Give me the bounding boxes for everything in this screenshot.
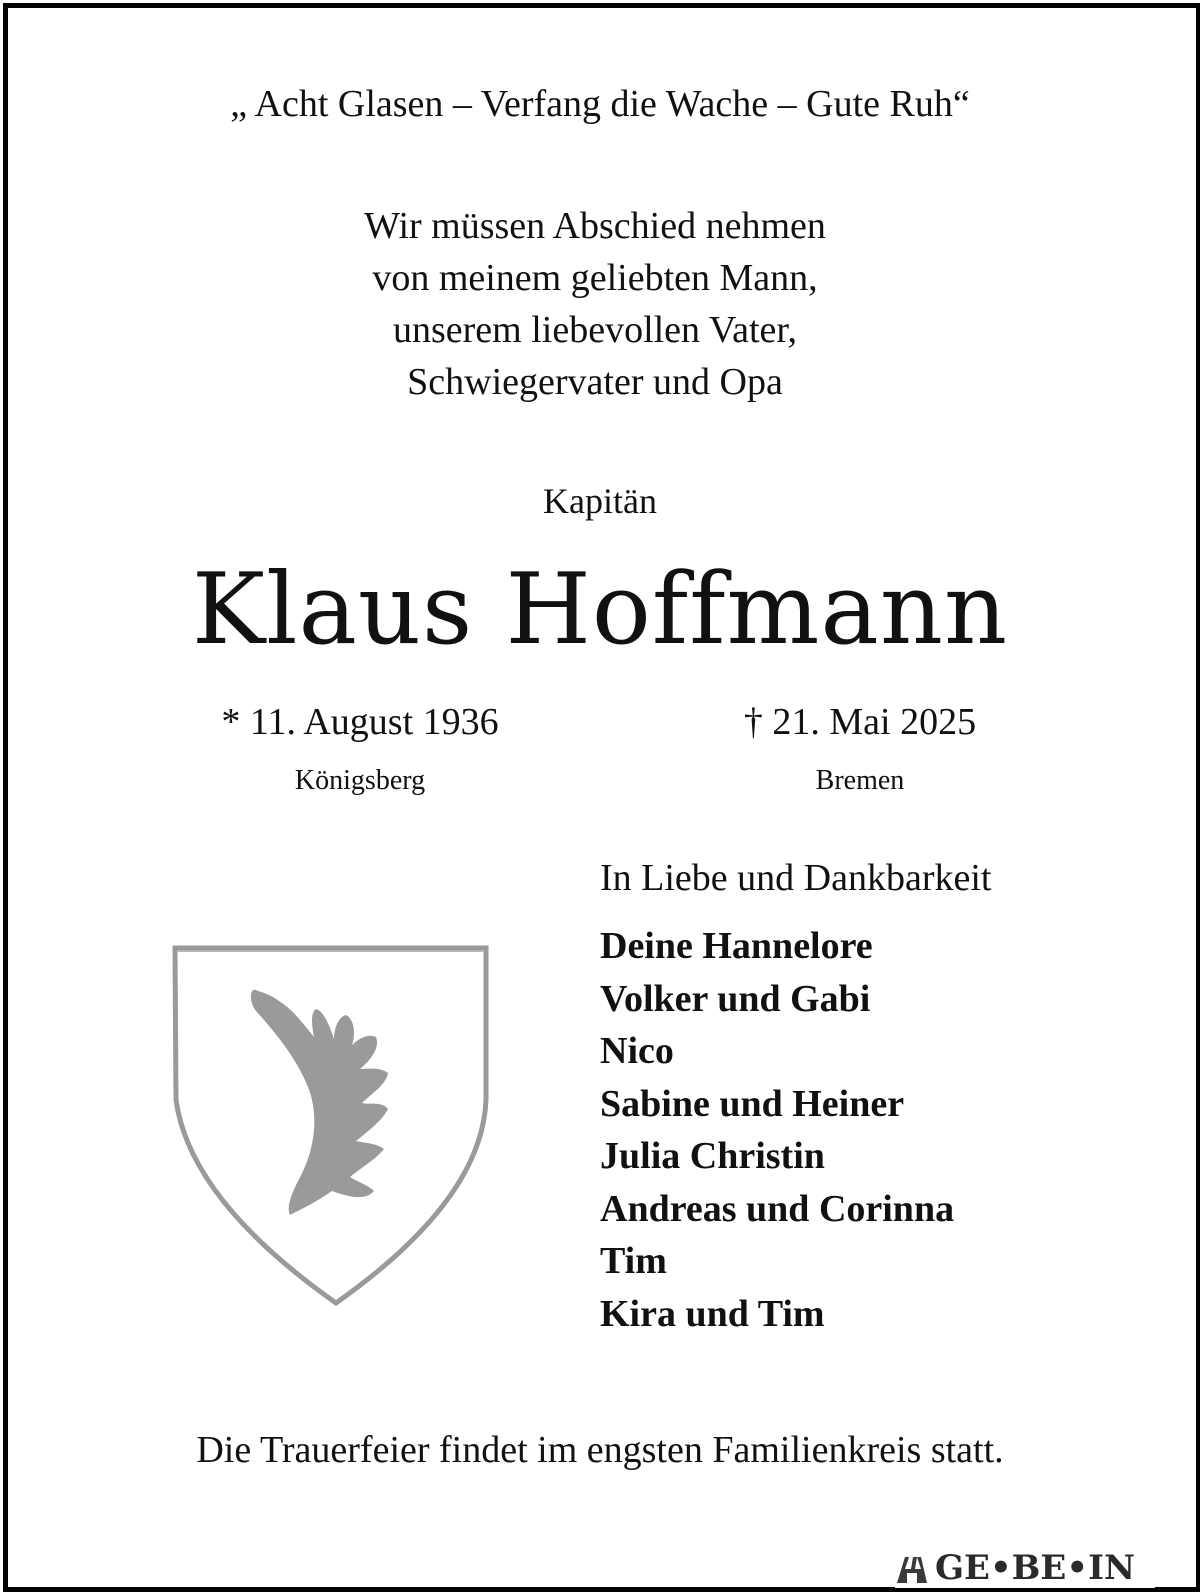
mourners-list <box>600 920 954 1340</box>
mourner-name: Julia Christin <box>600 1135 825 1177</box>
mourner-name: Deine Hannelore <box>600 925 873 967</box>
publisher-logo-text: GE•BE•IN <box>935 1548 1136 1588</box>
deceased-title: Kapitän <box>543 481 657 521</box>
mourners-heading: In Liebe und Dankbarkeit <box>600 857 992 899</box>
intro-line: Schwiegervater und Opa <box>407 361 783 403</box>
intro-text <box>0 200 1200 408</box>
birth-date: * 11. August 1936 <box>221 701 499 743</box>
death-place: Bremen <box>815 765 905 796</box>
death-date: † 21. Mai 2025 <box>743 701 977 743</box>
mourner-name: Tim <box>600 1240 667 1282</box>
publisher-logo <box>895 1548 1155 1588</box>
intro-line: Wir müssen Abschied nehmen <box>364 205 826 247</box>
elk-antler-shield-icon <box>170 945 495 1310</box>
mourner-name: Kira und Tim <box>600 1292 825 1335</box>
motto-quote: „ Acht Glasen – Verfang die Wache – Gute Ruh“ <box>230 83 970 125</box>
mourner-name: Volker und Gabi <box>600 977 871 1020</box>
publisher-logo-icon <box>895 1551 929 1585</box>
mourner-name: Nico <box>600 1030 674 1072</box>
mourner-name: Andreas und Corinna <box>600 1187 955 1230</box>
birth-place: Königsberg <box>294 765 426 796</box>
intro-line: von meinem geliebten Mann, <box>372 257 818 299</box>
funeral-notice: Die Trauerfeier findet im engsten Familienkreis statt. <box>196 1429 1004 1471</box>
mourner-name: Sabine und Heiner <box>600 1082 905 1125</box>
deceased-name: Klaus Hoffmann <box>191 553 1009 667</box>
intro-line: unserem liebevollen Vater, <box>392 309 798 351</box>
